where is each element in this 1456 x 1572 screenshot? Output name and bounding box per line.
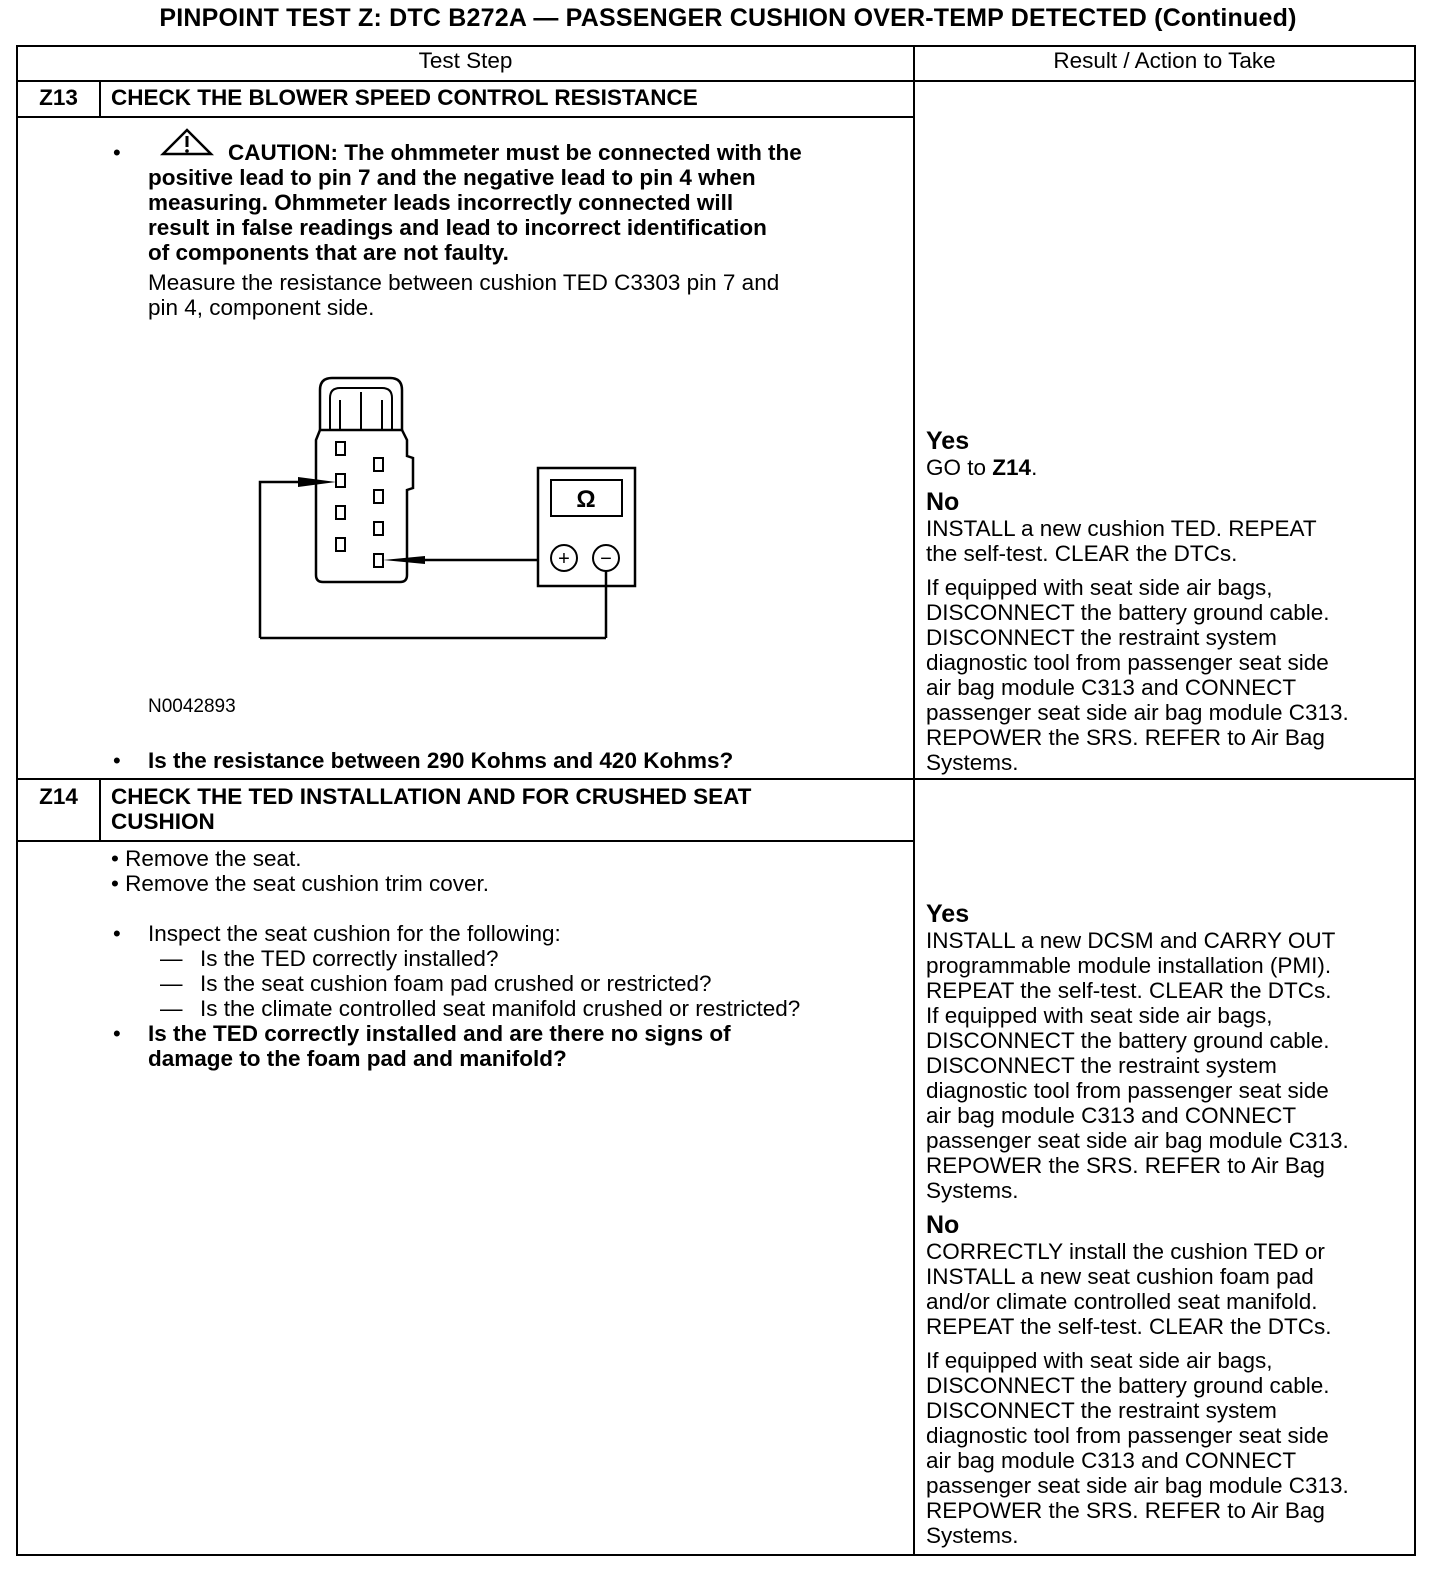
column-divider [913,45,915,1556]
result-line: DISCONNECT the battery ground cable. [926,600,1330,625]
question-line: damage to the foam pad and manifold? [148,1046,567,1071]
result-line: INSTALL a new cushion TED. REPEAT [926,516,1317,541]
caution-line: result in false readings and lead to incorrect identification [148,215,767,240]
list-item: • Remove the seat. [111,846,302,871]
result-line: passenger seat side air bag module C313. [926,1473,1349,1498]
inspect-item: Is the seat cushion foam pad crushed or restricted? [200,971,712,996]
inspect-dash: — [160,971,183,996]
inspect-dash: — [160,946,183,971]
z14-id-divider [99,778,101,841]
inspect-dash: — [160,996,183,1021]
ohm-symbol: Ω [576,486,596,513]
header-result: Result / Action to Take [1053,48,1276,73]
minus-terminal: − [600,548,612,570]
step-title-line: CHECK THE TED INSTALLATION AND FOR CRUSHED SEAT [111,784,752,809]
step-title-line: CUSHION [111,809,215,834]
result-line: DISCONNECT the battery ground cable. [926,1373,1330,1398]
result-line: passenger seat side air bag module C313. [926,1128,1349,1153]
figure-id: N0042893 [148,696,236,717]
z13-question: Is the resistance between 290 Kohms and 420 Kohms? [148,748,734,773]
page-title: PINPOINT TEST Z: DTC B272A — PASSENGER CUSHION OVER-TEMP DETECTED (Continued) [159,4,1297,32]
measure-text [148,270,908,320]
result-line: programmable module installation (PMI). [926,953,1332,978]
result-line: Systems. [926,750,1019,775]
z14-no-text-2 [926,1348,1411,1548]
z13-results [926,427,1411,775]
caution-line: of components that are not faulty. [148,240,509,265]
list-item: • Remove the seat cushion trim cover. [111,871,490,896]
result-line: Systems. [926,1178,1019,1203]
caution-bullet: • [113,140,121,165]
z14-title-divider [16,840,915,842]
result-line: REPOWER the SRS. REFER to Air Bag [926,1498,1325,1523]
header-test-step: Test Step [418,48,513,73]
result-line: CORRECTLY install the cushion TED or [926,1239,1325,1264]
result-line: diagnostic tool from passenger seat side [926,650,1329,675]
caution-line: measuring. Ohmmeter leads incorrectly connected will [148,190,734,215]
result-line: passenger seat side air bag module C313. [926,700,1349,725]
result-line: diagnostic tool from passenger seat side [926,1078,1329,1103]
question-line: Is the TED correctly installed and are there no signs of [148,1021,731,1046]
result-line: REPOWER the SRS. REFER to Air Bag [926,725,1325,750]
result-line: REPEAT the self-test. CLEAR the DTCs. [926,1314,1332,1339]
step-id-z13: Z13 [39,85,78,110]
connector-diagram [240,370,660,650]
measure-line: pin 4, component side. [148,295,375,320]
result-line: DISCONNECT the battery ground cable. [926,1028,1330,1053]
result-line: INSTALL a new DCSM and CARRY OUT [926,928,1336,953]
z14-results [926,900,1411,1548]
result-line: air bag module C313 and CONNECT [926,1103,1297,1128]
z13-yes-action [926,455,1411,480]
z14-no-text-1 [926,1239,1411,1339]
z13-no-label: No [926,488,960,516]
z13-go-target: Z14 [992,455,1032,480]
step-id-z14: Z14 [39,784,78,809]
question-bullet: • [113,748,121,773]
z13-no-text-1 [926,516,1411,566]
row-divider [16,778,1416,780]
result-line: If equipped with seat side air bags, [926,1003,1273,1028]
result-line: DISCONNECT the restraint system [926,1053,1277,1078]
result-line: air bag module C313 and CONNECT [926,1448,1297,1473]
z13-title-divider [16,116,915,118]
question-bullet: • [113,1021,121,1046]
z14-question [148,1021,731,1071]
result-line: the self-test. CLEAR the DTCs. [926,541,1238,566]
z14-yes-label: Yes [926,900,970,928]
plus-terminal: + [558,548,570,570]
result-line: If equipped with seat side air bags, [926,575,1273,600]
caution-label: CAUTION: [228,140,338,165]
header-divider [16,80,1416,82]
z13-no-text-2 [926,575,1411,775]
z14-steps [111,846,489,896]
inspect-item: Is the climate controlled seat manifold crushed or restricted? [200,996,801,1021]
result-line: REPEAT the self-test. CLEAR the DTCs. [926,978,1332,1003]
result-line: DISCONNECT the restraint system [926,1398,1277,1423]
z13-yes-label: Yes [926,427,970,455]
z13-go-suffix: . [1031,455,1038,480]
z13-id-divider [99,80,101,117]
result-line: DISCONNECT the restraint system [926,625,1277,650]
result-line: INSTALL a new seat cushion foam pad [926,1264,1314,1289]
result-line: REPOWER the SRS. REFER to Air Bag [926,1153,1325,1178]
step-title-z14 [111,784,751,834]
step-title-z13: CHECK THE BLOWER SPEED CONTROL RESISTANCE [111,85,698,110]
caution-line: The ohmmeter must be connected with the [344,140,802,165]
result-line: Systems. [926,1523,1019,1548]
z14-yes-text [926,928,1411,1203]
result-line: If equipped with seat side air bags, [926,1348,1273,1373]
caution-line: positive lead to pin 7 and the negative lead to pin 4 when [148,165,756,190]
result-line: diagnostic tool from passenger seat side [926,1423,1329,1448]
inspect-bullet: • [113,921,121,946]
result-line: air bag module C313 and CONNECT [926,675,1297,700]
z13-go-prefix: GO to [926,455,993,480]
z14-no-label: No [926,1211,960,1239]
inspect-text: Inspect the seat cushion for the following: [148,921,561,946]
result-line: and/or climate controlled seat manifold. [926,1289,1318,1314]
caution-text [148,140,908,265]
inspect-item: Is the TED correctly installed? [200,946,499,971]
measure-line: Measure the resistance between cushion TED C3303 pin 7 and [148,270,780,295]
